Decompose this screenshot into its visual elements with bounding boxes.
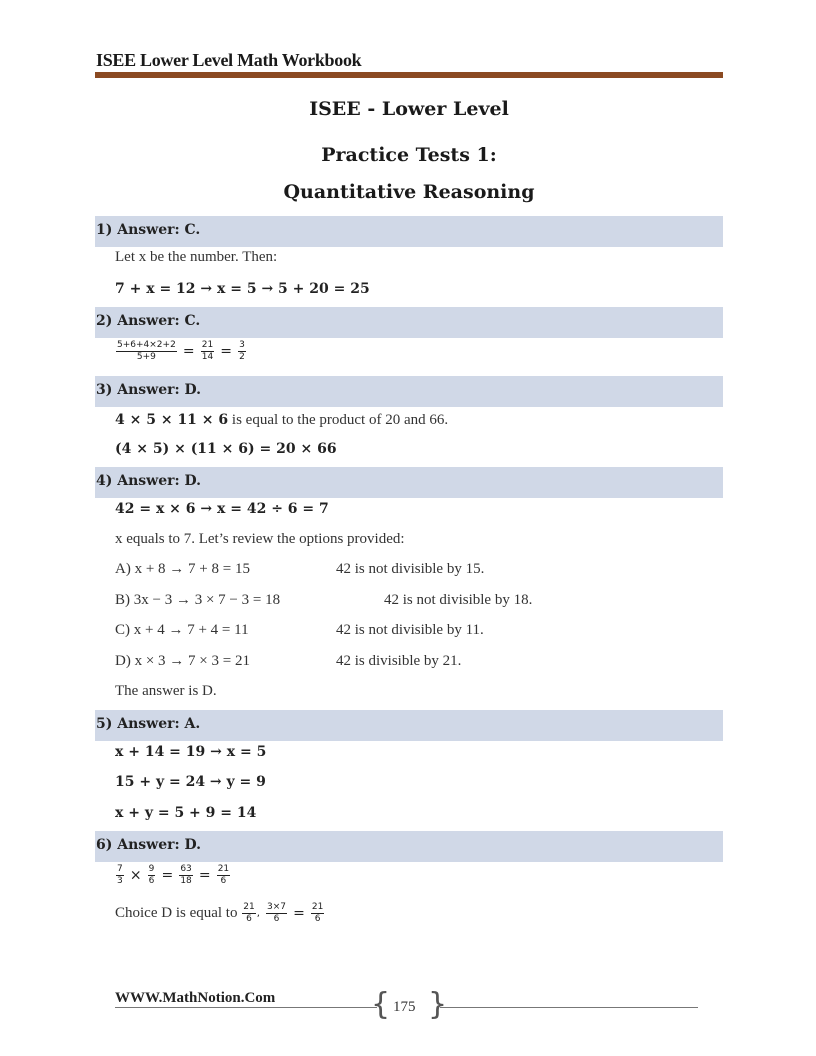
q3-line-1: 4 × 5 × 11 × 6 is equal to the product of 20 and 66. bbox=[115, 412, 449, 428]
fraction: $\frac{21}{6}$ bbox=[217, 864, 230, 886]
footer-rule-right bbox=[440, 1007, 698, 1008]
q5-line-2: 15 + y = 24 → y = 9 bbox=[115, 774, 266, 790]
answer-band-1 bbox=[95, 216, 723, 247]
q6-fraction-equation: $\frac{7}{3}$ × $\frac{9}{6}$ = $\frac{63}{18}$ = $\frac{21}{6}$ bbox=[117, 864, 230, 886]
answer-label: 5) Answer: A. bbox=[96, 716, 201, 732]
fraction: $\frac{21}{14}$ bbox=[201, 340, 214, 362]
q4-option-a: A) x + 8 → 7 + 8 = 15 bbox=[115, 561, 250, 577]
q1-line-1: Let x be the number. Then: bbox=[115, 249, 278, 265]
q4-option-c-note: 42 is not divisible by 11. bbox=[336, 622, 484, 638]
q4-line-2: x equals to 7. Let’s review the options provided: bbox=[115, 531, 405, 547]
fraction: $\frac{5+6+4\times 2+2}{5+9}$ bbox=[117, 340, 176, 362]
answer-label: 4) Answer: D. bbox=[96, 473, 202, 489]
fraction: $\frac{21}{6}$ bbox=[243, 902, 255, 924]
q3-line-2: (4 × 5) × (11 × 6) = 20 × 66 bbox=[115, 441, 337, 457]
page-title: ISEE - Lower Level bbox=[309, 98, 509, 120]
q1-line-2: 7 + x = 12 → x = 5 → 5 + 20 = 25 bbox=[115, 281, 370, 297]
q4-option-b: B) 3x − 3 → 3 × 7 − 3 = 18 bbox=[115, 592, 281, 608]
fraction: $\frac{63}{18}$ bbox=[180, 864, 192, 886]
q4-option-c: C) x + 4 → 7 + 4 = 11 bbox=[115, 622, 249, 638]
fraction: $\frac{3}{2}$ bbox=[239, 340, 245, 362]
answer-label: 2) Answer: C. bbox=[96, 313, 201, 329]
footer-website-link[interactable]: WWW.MathNotion.Com bbox=[115, 990, 276, 1006]
answer-band-3 bbox=[95, 376, 723, 407]
fraction: $\frac{9}{6}$ bbox=[148, 864, 155, 886]
page-number: 175 bbox=[393, 999, 416, 1015]
q6-choice-line: Choice D is equal to $\frac{21}{6}$ , $\frac{3\times 7}{6}$ = $\frac{21}{6}$ bbox=[115, 902, 324, 924]
q4-conclusion: The answer is D. bbox=[115, 683, 217, 699]
header-rule bbox=[95, 72, 723, 78]
header-title: ISEE Lower Level Math Workbook bbox=[96, 50, 362, 70]
q5-line-1: x + 14 = 19 → x = 5 bbox=[115, 744, 267, 760]
answer-band-2 bbox=[95, 307, 723, 338]
q4-line-1: 42 = x × 6 → x = 42 ÷ 6 = 7 bbox=[115, 501, 329, 517]
q2-fraction-equation: $\frac{5+6+4\times 2+2}{5+9}$ = $\frac{21}{14}$ = $\frac{3}{2}$ bbox=[117, 340, 245, 362]
fraction: $\frac{21}{6}$ bbox=[311, 902, 324, 924]
answer-label: 6) Answer: D. bbox=[96, 837, 202, 853]
fraction: $\frac{3\times 7}{6}$ bbox=[266, 902, 286, 924]
answer-band-5 bbox=[95, 710, 723, 741]
footer-rule-left bbox=[115, 1007, 377, 1008]
answer-band-4 bbox=[95, 467, 723, 498]
page-subtitle: Practice Tests 1: bbox=[321, 144, 497, 166]
q4-option-d: D) x × 3 → 7 × 3 = 21 bbox=[115, 653, 250, 669]
q4-option-d-note: 42 is divisible by 21. bbox=[336, 653, 462, 669]
q4-option-b-note: 42 is not divisible by 18. bbox=[384, 592, 533, 608]
answer-band-6 bbox=[95, 831, 723, 862]
q4-option-a-note: 42 is not divisible by 15. bbox=[336, 561, 485, 577]
answer-label: 1) Answer: C. bbox=[96, 222, 201, 238]
fraction: $\frac{7}{3}$ bbox=[117, 864, 123, 886]
section-title: Quantitative Reasoning bbox=[283, 181, 535, 203]
right-brace-icon: } bbox=[428, 987, 448, 1022]
left-brace-icon: { bbox=[371, 987, 391, 1022]
q5-line-3: x + y = 5 + 9 = 14 bbox=[115, 805, 257, 821]
answer-label: 3) Answer: D. bbox=[96, 382, 202, 398]
